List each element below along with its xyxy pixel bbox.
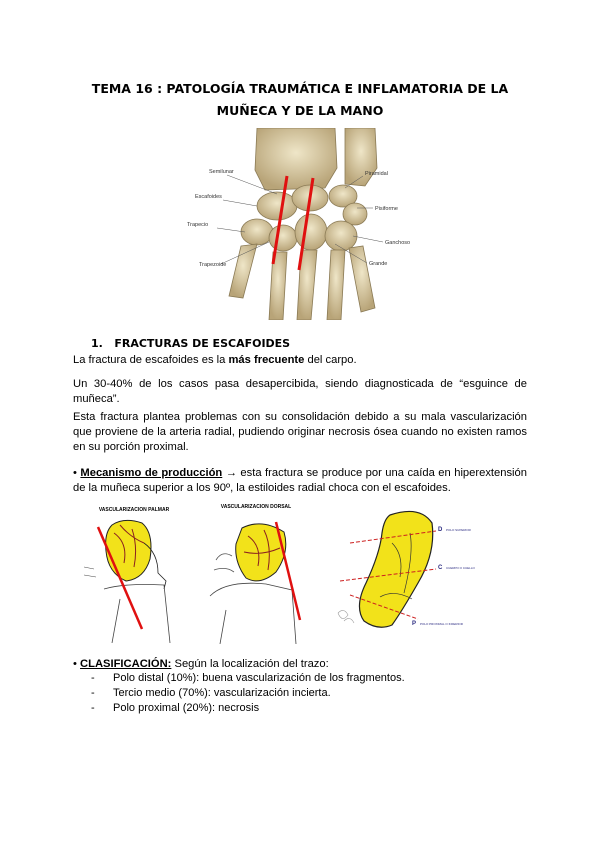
page-title-line2: MUÑECA Y DE LA MANO [216,103,384,118]
paragraph-desapercibida: Un 30-40% de los casos pasa desapercibida, siendo diagnosticada de “esguince de muñeca”. [73,378,527,405]
label-trapecio: Trapecio [187,222,209,228]
zone-d-text: POLO SUPERIOR [446,528,471,532]
label-grande: Grande [369,261,388,267]
clasificacion-line: • CLASIFICACIÓN: Según la localización del trazo: [73,658,329,670]
label-ganchoso: Ganchoso [385,240,411,246]
zone-p: P [412,621,417,627]
clasificacion-label: CLASIFICACIÓN: [80,658,172,670]
section-heading: 1. FRACTURAS DE ESCAFOIDES [91,337,291,350]
dorsal-title: VASCULARIZACION DORSAL [220,504,292,510]
dorsal-vascularization-figure [206,500,310,644]
zone-p-text: POLO PROXIMAL O INFERIOR [420,622,463,626]
palmar-title: VASCULARIZACION PALMAR [98,507,170,513]
zone-c-text: CUERPO O CUELLO [446,566,475,570]
scaphoid-zones-figure [330,503,492,633]
paragraph-frecuencia: La fractura de escafoides es la más frecuente del carpo. [73,354,357,366]
label-escafoides: Escafoides [195,194,222,200]
label-pisiforme: Pisiforme [375,206,398,212]
palmar-vascularization-figure [84,503,186,643]
wrist-bones-figure [185,128,425,320]
dorsal-artery [276,522,300,620]
label-semilunar: Semilunar [209,169,234,175]
page-title-line1: TEMA 16 : PATOLOGÍA TRAUMÁTICA E INFLAMATORIA DE LA [91,81,509,96]
list-item: - Polo proximal (20%): necrosis [91,702,260,714]
label-piramidal: Piramidal [365,171,388,177]
paragraph-consolidacion: Esta fractura plantea problemas con su consolidación debido a su mala vascularización que proviene de la arteria radial, pudiendo originar necrosis ósea cuando no existen ramos en su porción proximal. [73,411,527,453]
mecanismo-label: Mecanismo de producción [80,467,223,479]
zone-c: C [438,565,443,571]
list-item: - Tercio medio (70%): vascularización incierta. [91,687,331,699]
zone-d: D [438,527,443,533]
label-trapezoide: Trapezoide [199,262,227,268]
list-item: - Polo distal (10%): buena vascularización de los fragmentos. [91,672,405,684]
paragraph-mecanismo: • Mecanismo de producción → esta fractura se produce por una caída en hiperextensión de la muñeca superior a los 90º, la estiloides radial choca con el escafoides. [73,467,527,494]
